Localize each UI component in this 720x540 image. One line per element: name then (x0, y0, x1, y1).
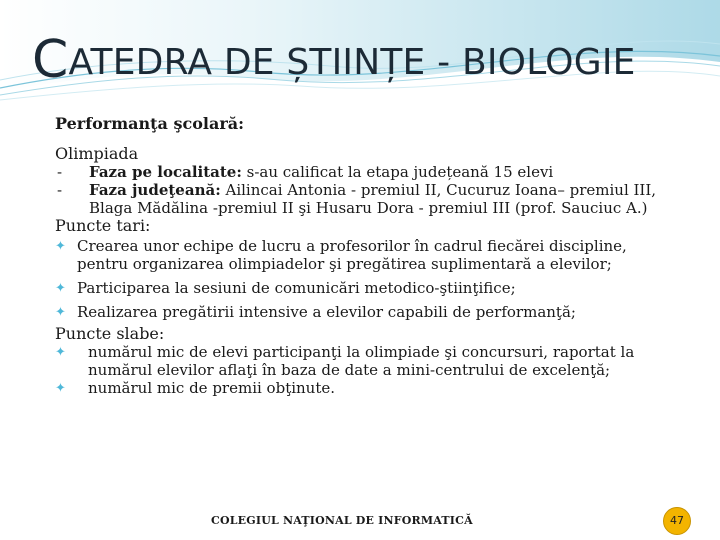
olympiad-item-label: Faza judeţeană: (89, 181, 221, 199)
olympiad-item-text-continued: Blaga Mădălina -premiul II şi Husaru Dora - premiul III (prof. Sauciuc A.) (89, 199, 648, 217)
open-book-icon: ✦ (55, 305, 66, 320)
page-number-badge: 47 (663, 507, 691, 535)
weaknesses-heading: Puncte slabe: (55, 324, 165, 343)
list-item-text: numărul mic de premii obţinute. (88, 379, 336, 397)
title-initial: C (32, 30, 69, 90)
list-item-text: Crearea unor echipe de lucru a profesorilor în cadrul fiecărei discipline, (77, 237, 627, 255)
list-item-text: Realizarea pregătirii intensive a elevilor capabili de performanţă; (77, 303, 576, 321)
olympiad-item-text: Ailincai Antonia - premiul II, Cucuruz Ioana– premiul III, (220, 181, 657, 199)
list-item (55, 237, 695, 273)
dash-marker: - (57, 163, 63, 181)
olympiad-heading: Olimpiada (55, 144, 139, 163)
footer-school-name: COLEGIUL NAŢIONAL DE INFORMATICĂ (211, 514, 473, 527)
list-item (55, 343, 695, 379)
list-item-text: Participarea la sesiuni de comunicări metodico-ştiinţifice; (77, 279, 516, 297)
olympiad-item-text: s-au calificat la etapa județeană 15 elevi (241, 163, 554, 181)
olympiad-item (55, 163, 695, 181)
slide-title (32, 30, 636, 90)
list-item (55, 379, 695, 397)
title-rest: ATEDRA DE ȘTIINȚE - BIOLOGIE (68, 42, 636, 83)
section-heading: Performanţa şcolară: (55, 114, 245, 133)
list-item (55, 303, 695, 321)
slide-body (55, 115, 695, 397)
open-book-icon: ✦ (55, 381, 66, 396)
open-book-icon: ✦ (55, 239, 66, 254)
strengths-heading: Puncte tari: (55, 216, 151, 235)
list-item-text: numărul mic de elevi participanţi la olimpiade şi concursuri, raportat la (88, 343, 635, 361)
dash-marker: - (57, 181, 63, 199)
open-book-icon: ✦ (55, 281, 66, 296)
open-book-icon: ✦ (55, 345, 66, 360)
olympiad-item-label: Faza pe localitate: (89, 163, 242, 181)
list-item-text-continued: numărul elevilor aflaţi în baza de date a mini-centrului de excelenţă; (88, 361, 611, 379)
list-item-text-continued: pentru organizarea olimpiadelor şi pregătirea suplimentară a elevilor; (77, 255, 612, 273)
olympiad-item (55, 181, 695, 217)
list-item (55, 279, 695, 297)
